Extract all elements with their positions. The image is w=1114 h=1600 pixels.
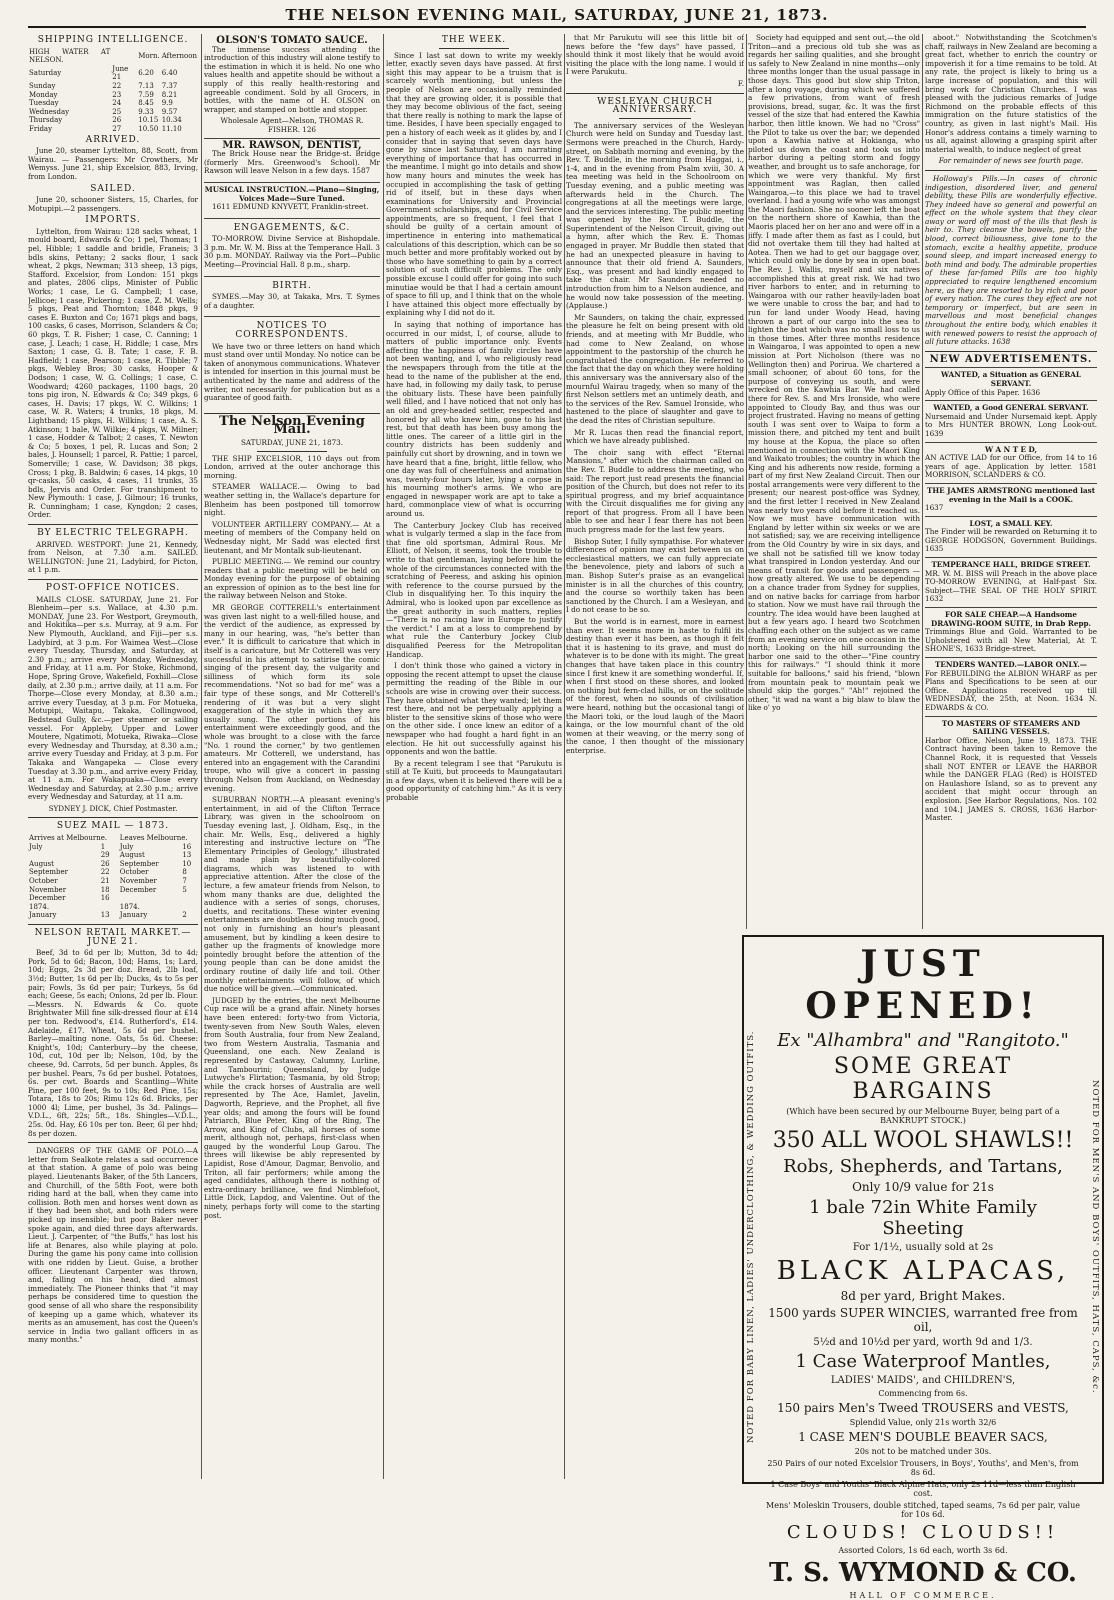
column-the-week	[386, 34, 562, 1479]
column-shipping	[28, 34, 198, 1479]
suez-header-cell: Leaves Melbourne.	[119, 834, 188, 843]
tide-cell: Sunday	[29, 81, 56, 90]
tide-cell: 26	[112, 116, 122, 125]
polo-article: DANGERS OF THE GAME OF POLO.—A letter from Sealkote relates a sad occurrence at that station. A game of polo was being played. Lieutenants Baker, of the 5th Lancers, and Churchill, of the 58th Foot, were both riding hard at the ball, when they came into collision. Both men and horses went down as if they had been shot, and both riders were picked up insensible; but poor Baker never spoke again, and died three days afterwards. Lieut. J. Carpenter, of "the Buffs," has lost his life at Benares, also while playing at polo. During the game his pony came into collision with one ridden by Lieut. Guise, a brother officer. Lieutenant Carpenter was thrown, and, falling on his head, died almost immediately. The Pioneer thinks that "it may perhaps be considered time to question the good sense of all who share the responsibility of keeping up a game which, whatever its merits as an amusement, has cost the Queen's service in India two gallant officers in as many months."	[28, 1146, 198, 1345]
tide-header-cell: HIGH WATER AT NELSON.	[29, 47, 111, 65]
side-text-left: NOTED FOR BABY LINEN, LADIES' UNDERCLOTHING, & WEDDING OUTFITS.	[746, 1030, 756, 1444]
ad-line: 1 Case Boys' and Youths' Black Alpine Hats, only 2s 11d—less than English cost.	[770, 1480, 1076, 1498]
wesleyan-paragraph: Mr Saunders, on taking the chair, expressed the pleasure he felt on being present with old friends, and at meeting with Mr Buddle, who had come to New Zealand, on whose appointment to the pastorship of the church he congratulated the congregation. He referred to the fact that the day on which they were holding this anniversary was the anniversary also of the mournful Wairau tragedy, when so many of the first Nelson settlers met an untimely death, and to the services of the Rev. Samuel Ironside, who hastened to the place of slaughter and gave to the dead the rites of Christian sepulture.	[566, 312, 744, 425]
column-wesleyan-cont	[748, 34, 920, 929]
tide-header-row	[28, 48, 198, 65]
ad-line: 8d per yard, Bright Makes.	[840, 1289, 1006, 1303]
news-paragraph: JUDGED by the entries, the next Melbourne Cup race will be a grand affair. Ninety horses have been entered: forty-two from Victoria, twenty-seven from New South Wales, eleven from South Australia, four from New Zealand, two from Western Australia, Tasmania and Queensland, one each. New Zealand is represented by Castaway, Calumny, Lurline, and Tambourini; Queensland, by Judge Lutwyche's Flirtation; Tasmania, by old Strop; while the crack horses of Australia are well represented by The Ace, Hamlet, Javelin, Dagworth, Reprieve, and the Prophet, all five year olds; and among the fours will be found Patriarch, Blue Peter, King of the Ring, The Arrow, and King of Clubs, all horses of some merit, although not, perhaps, first-class when gauged by the wonderful Loup Garou. The threes will likewise be ably represented by Lapidist, Rose d'Amour, Dagmar, Benvolio, and Triton, all fair performers; while among the aged candidates, although there is nothing of extra-ordinary brilliance, we find Nimblefoot, Little Dick, Lapdog, and Valentine. Out of the ninety, perhaps forty will come to the starting post.	[204, 995, 380, 1220]
ad-line: 1 CASE MEN'S DOUBLE BEAVER SACS,	[798, 1430, 1048, 1444]
column-rule	[922, 34, 923, 929]
imports-heading: IMPORTS.	[85, 215, 141, 226]
tide-cell: 9.57	[161, 107, 178, 116]
music-ad	[204, 182, 380, 218]
shipping-heading: SHIPPING INTELLIGENCE.	[37, 35, 189, 45]
tide-row	[28, 65, 198, 82]
suez-cell: 8	[182, 868, 187, 877]
classified-ad	[925, 657, 1097, 716]
ad-line: CLOUDS! CLOUDS!!	[786, 1522, 1060, 1543]
suez-cell: 26	[100, 859, 110, 868]
wesleyan-paragraph: Bishop Suter, I fully sympathise. For whatever differences of opinion may exist between us on ecclesiastical matters, we can fully appreciate the benevolence, piety and labors of such a man. Bishop Suter's praise as an evangelical minister is in all the churches of this country, and the course so worthily taken has been sanctioned by the Church. I am a Wesleyan, and I do not cease to be so.	[566, 536, 744, 615]
classified-ad	[925, 607, 1097, 657]
suez-cell	[28, 851, 100, 860]
suez-cell: 2	[182, 911, 187, 920]
ads-list	[925, 367, 1097, 825]
tide-row	[28, 91, 198, 100]
wesleyan-paragraph: The anniversary services of the Wesleyan Church were held on Sunday and Tuesday last. Sermons were preached in the Church, Hardy-street, on Sabbath morning and evening, by the Rev. T. Buddle, in the morning from Haggai, i., 1-4, and in the evening from Psalm xviii, 30. A tea meeting was held in the Schoolroom on Tuesday evening, and a public meeting was afterwards held in the Church. The congregations at all the meetings were large, and the services interesting. The public meeting was opened by the Rev. T. Buddle, the Superintendent of the Nelson Circuit, giving out a hymn, after which the Rev. E. Thomas engaged in prayer. Mr Buddle then stated that he had an unexpected pleasure in having to announce that their old friend A. Saunders, Esq., was present and had kindly engaged to take the chair. Mr Saunders needed no introduction from him to a Nelson audience, and he would now take possession of the meeting. (Applause.)	[566, 120, 744, 311]
tide-cell: 8.21	[161, 90, 178, 99]
classified-ad-title: FOR SALE CHEAP.—A Handsome DRAWING-ROOM SUITE, in Drab Repp.	[930, 610, 1092, 628]
birth-heading: BIRTH.	[272, 280, 312, 291]
suez-row	[28, 903, 198, 912]
classified-ad-body: Nursemaid and Under Nursemaid kept. Apply to Mrs HUNTER BROWN, Long Look-out. 1639	[925, 411, 1097, 438]
classified-ad-body: The Finder will be rewarded on Returning it to GEORGE HODGSON, Government Buildings. 1635	[925, 527, 1097, 554]
week-paragraph: In saying that nothing of importance has occurred in our midst, I, of course, allude to matters of public importance only. Events affecting the happiness of family circles have not been wanting, and I, who religiously read the newspapers through from the title at the head to the name of the publisher at the end, have had, in following my daily task, to peruse the obituary lists. These have been painfully well filled, and I have noticed that not only has an old and grey-headed settler, respected and honored by all who knew him, gone to his last rest, but that death has been busy among the little ones. The career of a little girl in the country districts has been suddenly and painfully cut short by drowning, and in town we have heard that a fine, bright, little fellow, who one day was full of cheerfulness and animation was, twenty-four hours later, lying a corpse in his mourning mother's arms. We who are engaged in newspaper work are apt to take a hard, commonplace view of what is occurring around us.	[386, 320, 562, 519]
classified-ad-title: WANTED, a Situation as GENERAL SERVANT.	[941, 370, 1081, 388]
news-paragraph: PUBLIC MEETING.— We remind our country readers that a public meeting will be held on Monday evening for the purpose of obtaining an expression of opinion as to the best line for the railway between Nelson and Stoke.	[204, 557, 380, 601]
tide-row	[28, 82, 198, 91]
suez-cell: 13	[182, 851, 192, 860]
wesleyan-heading: WESLEYAN CHURCH ANNIVERSARY.	[597, 96, 713, 116]
ad-line: 1 Case Waterproof Mantles,	[795, 1351, 1051, 1372]
classified-ad	[925, 557, 1097, 607]
suez-cell: 18	[100, 885, 110, 894]
ad-line: 350 ALL WOOL SHAWLS!!	[772, 1128, 1074, 1153]
tide-cell: 24	[112, 99, 122, 108]
suez-cell: January	[29, 911, 57, 920]
olson-ad	[204, 34, 380, 138]
continued-note: For remainder of news see fourth page.	[938, 156, 1084, 166]
ad-line: SOME GREAT BARGAINS	[833, 1054, 1013, 1104]
birth-notice	[204, 276, 380, 317]
suez-cell: October	[29, 877, 58, 886]
classified-ad-body: 1637	[925, 503, 944, 513]
suez-cell	[100, 903, 119, 912]
birth-text: SYMES.—May 30, at Takaka, Mrs. T. Symes of a daughter.	[204, 292, 380, 310]
suez-cell: 1874.	[29, 902, 50, 911]
wesleyan-continuation-end: aboot." Notwithstanding the Scotchmen's chaff, railways in New Zealand are becoming a great fact, whether to enrich the country or impoverish it for a time remains to be told. At any rate, the project is likely to bring us a large increase of population, and this will bring work for Christian Churches. I was pleased with the judicious remarks of Judge Richmond on the probable effects of this immigration on the future statistics of the country, as given in last night's Mail. His Honor's address contains a timely warning to us all, against allowing a grasping spirit after material wealth, to induce neglect of great	[925, 34, 1097, 154]
suez-row	[28, 911, 198, 920]
column-rule	[383, 34, 384, 1479]
column-rule	[746, 34, 747, 929]
ad-line: 1 bale 72in White Family Sheeting	[809, 1197, 1037, 1239]
classified-ad-body: For REBUILDING the ALBION WHARF as per Plans and Specifications to be seen at our Office. Applications received up till WEDNESDAY, the 25th, at Noon. 1634 N. EDWARDS & CO.	[925, 668, 1097, 712]
week-paragraph: I don't think those who gained a victory in opposing the recent attempt to upset the clause permitting the reading of the Bible in our schools are wise in crowing over their success. They have obtained what they wanted; let them rest there, and not be perpetually applying a blister to the sensitive skins of those who were on the other side. I once knew an editor of a newspaper who had fought a hard fight in an election. He hit out successfully against his opponents and won the battle.	[386, 661, 562, 757]
classified-ad-body: Harbor Office, Nelson, June 19, 1873. THE Contract having been taken to Remove the Channel Rock, it is requested that Vessels shall NOT ENTER or LEAVE the HARBOR while the DANGER FLAG (Red) is HOISTED on Haulashore Island, so as to prevent any accident that might occur through an explosion. [See Harbor Regulations, Nos. 102 and 104.] JAMES S. CROSS, 1636 Harbor-Master.	[925, 735, 1097, 823]
tide-cell: 10.50	[138, 124, 159, 133]
tide-cell: Friday	[29, 124, 53, 133]
ad-line: 20s not to be matched under 30s.	[854, 1447, 992, 1456]
suez-cell: 22	[100, 868, 110, 877]
tide-row	[28, 116, 198, 125]
tide-cell: 7.37	[161, 81, 178, 90]
classified-ad-body: MR. W. M. BISS will Preach in the above place TO-MORROW EVENING, at Half-past Six. Subject—THE SEAL OF THE HOLY SPIRIT. 1632	[925, 568, 1097, 604]
suez-cell: 13	[100, 911, 110, 920]
tide-cell: Tuesday	[29, 99, 59, 108]
suez-row	[28, 860, 198, 869]
tide-row	[28, 108, 198, 117]
ad-line: 5½d and 10½d per yard, worth 9d and 1/3.	[813, 1337, 1033, 1348]
tide-cell: Wednesday	[29, 107, 70, 116]
tide-cell: Monday	[29, 90, 58, 99]
classified-ad-title: WANTED, a Good GENERAL SERVANT.	[933, 403, 1089, 413]
masthead: THE NELSON EVENING MAIL, SATURDAY, JUNE 21, 1873.	[28, 6, 1086, 28]
ad-firm-address: HALL OF COMMERCE.	[849, 1591, 997, 1600]
tide-row	[28, 99, 198, 108]
week-heading: THE WEEK.	[441, 35, 507, 45]
classified-ad-title: TO MASTERS OF STEAMERS AND SAILING VESSELS.	[941, 718, 1081, 737]
classified-ad	[925, 483, 1097, 516]
classified-ad-body: Apply Office of this Paper. 1636	[925, 387, 1041, 397]
ad-line: 1500 yards SUPER WINCIES, warranted free from oil,	[768, 1306, 1078, 1334]
postoffice-text: MAILS CLOSE. SATURDAY, June 21. For Blenheim—per s.s. Wallace, at 4.30 p.m. MONDAY, June 23. For Westport, Greymouth, and Hokitika—per s.s. Murray, at 9 a.m. For New Plymouth, Auckland, and Fiji—per s.s. Ladybird, at 3 p.m. For Waimea West—Close every Tuesday, Thursday, and Saturday, at 2.30 p.m.; arrive every Monday, Wednesday, and Friday, at 11 a.m. For Stoke, Richmond, Hope, Spring Grove, Wakefield, Foxhill—Close daily, at 2.30 p.m.; arrive daily, at 11 a.m. For Thorpe—Close every Monday, at 8.30 a.m.; arrive every Tuesday, at 3 p.m. For Motueka, Motupipi, Waitapu, Takaka, Collingwood, Bedstead Gully, &c.—per steamer or sailing vessel. For Appleby, Upper and Lower Moutere, Ngatimoti, Motueka, Riwaka—Close every Wednesday and Thursday, at 8.30 a.m.; arrive every Tuesday and Friday, at 3 p.m. For Takaka and Wangapeka — Close every Tuesday at 3.30 p.m., and arrive every Friday, at 11 a.m. For Wakapuaka—Close every Wednesday and Saturday, at 2.30 p.m.; arrive every Wednesday and Saturday, at 11 a.m.	[28, 594, 198, 802]
suez-row	[28, 843, 198, 852]
rawson-text: The Brick House near the Bridge-st. Bridge (formerly Mrs. Greenwood's School). Mr Rawson will leave Nelson in a few days. 1587	[204, 149, 380, 176]
engagements-heading: ENGAGEMENTS, &C.	[233, 222, 351, 233]
suez-cell: 16	[182, 842, 192, 851]
classified-ad-title: TENDERS WANTED.—LABOR ONLY.—	[935, 660, 1087, 669]
classified-ad-body: AN ACTIVE LAD for our Office, from 14 to 16 years of age. Application by letter. 1581 MORRISON, SCLANDERS & CO.	[925, 453, 1097, 480]
olson-title: OLSON'S TOMATO SAUCE.	[216, 35, 368, 46]
suez-cell: December	[29, 894, 66, 903]
suez-table	[28, 834, 198, 920]
ad-line: 250 Pairs of our noted Excelsior Trousers, in Boys', Youths', and Men's, from 8s 6d.	[767, 1459, 1079, 1477]
ad-line: BLACK ALPACAS,	[776, 1256, 1070, 1286]
suez-cell	[119, 894, 182, 903]
telegraph-heading: BY ELECTRIC TELEGRAPH.	[37, 528, 189, 539]
postoffice-heading: POST-OFFICE NOTICES.	[45, 583, 181, 594]
classified-ad	[925, 716, 1097, 826]
notices-heading: NOTICES TO CORRESPONDENTS.	[235, 321, 349, 341]
arrived-heading: ARRIVED.	[85, 134, 141, 145]
classified-ad-title: THE JAMES ARMSTRONG mentioned last evening in the Mail is a COOK.	[926, 485, 1096, 504]
column-new-ads	[925, 34, 1097, 929]
classified-ad-body: Trimmings Blue and Gold. Warranted to be Upholstered with all New Material, At T. SHONE'S, 1633 Bridge-street.	[925, 627, 1097, 654]
suez-cell: July	[29, 842, 43, 851]
classified-ad-title: W A N T E D,	[984, 444, 1038, 454]
wesleyan-paragraph: But the world is in earnest, more in earnest than ever. It seems more in haste to fulfil its destiny than ever it has been, as though it felt that it is hastening to its grave, and must do whatever is to be done with its might. The great changes that have taken place in this country since I first knew it are something wonderful. If, when I first stood on these shores, and looked on nothing but fern-clad hills, or on the solitude of the forest, when no sounds of civilisation were heard, nothing but the occasional tangi of the Maori toki, or the loud laugh of the Maori kainga, or the low mournful chant of the old women at their weaving, or the merry song of the canoe, I then thought of the missionary enterprise.	[566, 617, 744, 755]
suez-row	[28, 868, 198, 877]
olson-text: The immense success attending the introduction of this industry will alone testify to the estimation in which it is held. No one who values health and appetite should be without a supply of this really health-restoring and agreeable condiment. Sold by all Grocers, in bottles, with the name of H. OLSON on wrapper, and stamped on bottle and stopper.	[204, 44, 380, 114]
rawson-title: MR. RAWSON, DENTIST,	[222, 139, 362, 151]
imports-text: Lyttelton, from Wairau: 128 sacks wheat, 1 mould board, Edwards & Co; 1 pel, Thomas; 1 pel, Hibble; 1 saddle and bridle, Franeis; 3 bdls skins, Pettany; 2 sacks flour, 1 sack wheat, 2 pkgs, Newman; 313 sheep, 13 pigs, Stafford. Excelsior, from London: 151 pkgs and plates, 2806 clips, Minister of Public Works; 1 case, Le G. Campbell; 1 case, Jellicoe; 1 case, Pickering; 1 case, Z. M. Wells; 5 pkgs, Peat and Thornton; 1848 pkgs, 9 cases E. Buxton and Co; 1671 pkgs and bags, 100 casks, 6 cases, Morrison, Sclanders & Co; 60 pkgs, T. R. Fisher; 1 case, C. Canning; 1 case, J. Leach; 1 case, H. Riddle; 1 case, Mrs Saxton; 1 case, G. B. Tate; 1 case, F. B. Hadfield; 1 case, Pearson; 1 case, R. Tibble; 7 pkgs, Webley Bros; 30 casks, Hooper & Dodson; 1 case, W. G. Collings; 1 case, C. Woodward; 4260 packages, 1100 bags, 20 tons pig iron, N. Edwards & Co; 349 pkgs, 6 cases, H. Davis; 17 pkgs, W. C. Wilkins; 1 case, W. R. Waters; 4 trunks, 18 pkgs, M. Lightband; 15 pkgs, H. Wilkins; 1 case, A. S. Atkinson; 1 bale, W. Wilkie; 4 pkgs, W. Milner; 1 case, Hodder & Talbot; 2 cases, T. Newton & Co; 5 boxes, 1 pel, R. Lucas and Son; 2 bales, J. Hounsell; 1 parcel, R. Pattie; 1 parcel, Somerville; 1 case, W. Davidson; 38 pkgs, Cross; 1 pkg, B. Baldwin; 6 cases, 14 pkgs, 10 qr-casks, 50 casks, 4 cases, 11 trunks, 35 bdls, Jervis and Order. For transhipment to New Plymouth: 1 case, J. Gilmour; 16 trunks, R. Cunningham; 1 case, Kyngdon; 2 cases, Order.	[28, 226, 198, 520]
engagements	[204, 218, 380, 276]
column-wesleyan	[566, 34, 744, 1479]
ad-line: 150 pairs Men's Tweed TROUSERS and VESTS,	[777, 1401, 1069, 1415]
tide-cell: 6.20	[138, 69, 154, 78]
suez-heading: SUEZ MAIL — 1873.	[56, 821, 170, 832]
tide-cell: 10.15	[138, 116, 159, 125]
column-rule	[564, 34, 565, 1479]
tide-header-cell: Afternoon	[161, 51, 197, 60]
suez-row	[28, 851, 198, 860]
tide-cell: 11.10	[161, 124, 182, 133]
news-paragraph: THE SHIP EXCELSIOR, 110 days out from London, arrived at the outer anchorage this morning.	[204, 453, 380, 480]
market-heading: NELSON RETAIL MARKET.—JUNE 21.	[34, 928, 192, 947]
tide-header-cell: Morn.	[138, 51, 160, 60]
suez-row	[28, 877, 198, 886]
music-text: 1611 EDMUND KNYVETT, Franklin-street.	[212, 202, 369, 212]
suez-cell: 1874.	[119, 902, 140, 911]
new-ads-heading: NEW ADVERTISEMENTS.	[929, 353, 1093, 365]
news-paragraph: MR GEORGE COTTERELL's entertainment was given last night to a well-filled house, and the verdict of the audience, as expressed by many in our hearing, was, "he's better than ever." It is difficult to caricature that which in itself is a caricature, but Mr Cotterell was very successful in his attempt to satirise the comic singing of the present day, the vulgarity and silliness of which form its sole recommendations. "Not so bad for me" was a fair type of these songs, and Mr Cotterell's rendering of it was but a very slight exaggeration of the style in which they are usually sung. The other portions of his entertainment were exceedingly good, and the whole was brought to a close with the farce "No. 1 round the corner," by two gentlemen amateurs. Mr Cotterell, we understand, has entered into an engagement with the Carandini troupe, who will give a concert in passing through Nelson from Auckland, on Wednesday evening.	[204, 603, 380, 793]
ad-line: (Which have been secured by our Melbourne Buyer, being part of a BANKRUPT STOCK.)	[786, 1107, 1060, 1125]
tide-cell: Thursday	[29, 116, 63, 125]
ad-line: Commencing from 6s.	[878, 1389, 968, 1398]
olson-agent: Wholesale Agent—Nelson, THOMAS R. FISHER. 126	[220, 116, 364, 134]
suez-cell: September	[119, 859, 159, 868]
news-paragraph: STEAMER WALLACE.— Owing to bad weather setting in, the Wallace's departure for Blenheim has been postponed till tomorrow night.	[204, 482, 380, 518]
ad-firm-name: T. S. WYMOND & CO.	[768, 1558, 1077, 1588]
ad-line: Assorted Colors, 1s 6d each, worth 3s 6d.	[838, 1546, 1008, 1555]
wesleyan-continuation: Society had equipped and sent out,—the old Triton—and a precious old tub she was as regards her sailing qualities, and she brought us safely to New Zealand in nine months—only three months longer than the usual passage in those days. This good but slow ship Triton, after a long voyage, during which we suffered a few privations, from want of fresh provisions, bread, sugar, &c. It was the first vessel of the size that had entered the Kawhia harbor, then little known. We had no "Cross" the Pilot to take us over the bar; we depended upon a Kawhia native at Hokianga, who piloted us down the coast and took us into harbor during a pelting storm and foggy weather, and brought us to safe anchorage, for which we were very thankful. My first appointment was Raglan, then called Waingaroa,—to this place we had to travel overland. I had a young wife who was amongst the Maori fashion. She no sooner left the boat on the northern shore of Kawhia, than the Maoris placed her on her ano and were off in a jiffy. I made after them as fast as I could, but did not overtake them till they had halted at Aotea. Then we had to get our baggage over, which could only be done by sea in open boat. The Rev. J. Wallis, myself and six natives accomplished this at great risk. We had two river harbors to enter, and in returning to Waingaroa with our rather heavily-laden boat we were unable to cross the bar, and had to run for land under Woody Head, having thrown a part of our cargo into the sea to lighten the boat which was no small loss to us in those times. After three months residence in Waingaroa, I was appointed to open a new mission at Port Nicholson (there was no Wellington then) and Porirua. We chartered a small schooner, of about 60 tons, for the purpose of conveying us south, and were wrecked on the Kawhia Bar. We had called there for Rev. S. and Mrs Ironside, who were appointed to Cloudy Bay, and thus was our project frustrated. Having no means of getting south I was sent over to Waipa to form a mission there, and pitched my tent and built my house at the Kopua, the place so often mentioned in connection with the Maori King and Waikato troubles; the country in which the King and his adherents now reside, forming a part of my first New Zealand Circuit. Then our postal arrangements were very different to the present; our nearest post-office was Sydney, and the first letter I received in New Zealand was nearly two years old before it reached us. Now we must have communication with England by letter within six weeks or we are not satisfied; say, we are receiving intelligence from the Old Country by wire in six days, and we shall not be satisfied till we know today what transpired in London yesterday. And our means of transit for goods and passengers — how greatly altered. We use to be depending on a chance trader from Sydney for supplies, and on native backs for carriage from harbor to station. Now we must have rail through the country. The idea would have been laughed at but a few years ago. I heard two Scotchmen chaffing each other on the subject as we came from an evening service on one occasion in the north; Looking on the hill surrounding the harbor one said to the other—"Fine country this for railways." "I should think it more suitable for balloons," said his friend, "blown from mountain peak to mountain peak we should skip the gorges." "Ah!" rejoined the other, "it wad na want a big blaw to blaw the like o' yo	[748, 34, 920, 713]
wesleyan-paragraph: Mr R. Lucas then read the financial report, which we have already published.	[566, 427, 744, 446]
suez-cell: January	[119, 911, 148, 920]
suez-cell	[181, 903, 198, 912]
market-text: Beef, 3d to 6d per lb; Mutton, 3d to 4d; Pork, 5d to 6d; Bacon, 10d; Hams, 1s; Lard, 10d; Eggs, 2s 3d per doz. Bread, 2lb loaf, 3½d; Butter, 1s 6d per lb; Ducks, 4s to 5s per pair; Fowls, 3s 6d per pair; Turkeys, 5s 6d each; Geese, 5s each; Onions, 2d per lb. Flour.—Messrs. N. Edwards & Co. quote Brightwater Mill fine silk-dressed flour at £14 per ton. Redwood's, £14. Rutherford's, £14. Adelaide, £17. Wheat, 5s 6d per bushel. Barley—malting none. Oats, 5s 6d. Cheese: Knight's, 10d; Canterbury—by the cheese, 10d, cut, 10d per lb; Nelson, 10d, by the cheese, 9d. Carrots, 5d per bunch. Apples, 8s per bushel. Pears, 7s 6d per bushel. Potatoes, 6s. per cwt. Boards and Scantling—White Pine, per 100 feet, 9s to 10s; Red Pine, 15s; Totara, 18s to 20s; Rimu 12s 6d. Bricks, per 1000 4l; Lime, per bushel, 3s 3d. Palings—V.D.L., 6ft, 22s; 5ft., 18s. Shingles—V.D.L., 25s. 0d. Hay, £6 10s per ton. Beer, 6l per hhd; 8s per dozen.	[28, 948, 198, 1138]
engagements-text: TO-MORROW. Divine Service at Bishopdale. 3 p.m. Mr. W. M. Biss at the Temperance Hall. 3 30 p.m. MONDAY. Railway via the Port—Public Meeting—Provincial Hall. 8 p.m., sharp.	[204, 234, 380, 270]
tide-cell: 23	[112, 90, 122, 99]
classified-ad	[925, 516, 1097, 557]
classified-ad-title: LOST, a SMALL KEY.	[969, 518, 1053, 528]
notices-text: We have two or three letters on hand which must stand over until Monday. No notice can be taken of anonymous communications. Whatever is intended for insertion in this journal must be authenticated by the name and address of the writer, not necessarily for publication but as a guarantee of good faith.	[204, 341, 380, 403]
tide-cell: 27	[112, 124, 122, 133]
ad-line: For 1/1½, usually sold at 2s	[852, 1242, 994, 1253]
wesleyan-paragraph: The choir sang with effect "Eternal Mansions," after which the chairman called on the Rev. T. Buddle to address the meeting, who said: The report just read presents the financial position of the Church, but does not refer to its spiritual progress, and my brief acquaintance with the Circuit disqualifies me for giving any report of that progress. From all I have been able to see and hear I fear there has not been much progress made for the last few years.	[566, 447, 744, 535]
news-paragraph: SUBURBAN NORTH.—A pleasant evening's entertainment, in aid of the Clifton Terrace Library, was given in the schoolroom on Tuesday evening last, J. Oldham, Esq., in the chair. Mr. Wells, Esq., delivered a highly interesting and instructive lecture on "The Elementary Principles of Geology," illustrated and made plain by beautifully-colored diagrams, which was listened to with appreciative attention. After the close of the lecture, a few amateur friends from Nelson, to whom many thanks are due, delighted the audience with a series of songs, choruses, duetts, and recitations. These winter evening entertainments are doubtless doing much good, not only in furnishing an hour's pleasant amusement, but by kindling a keen desire to gather up the fragments of knowledge more pointedly brought before the attention of the young people than can be done amidst the ordinary routine of daily life and toil. Other monthly entertainments will follow, of which due notice will be given.—Communicated.	[204, 795, 380, 994]
suez-cell: 29	[100, 851, 110, 860]
suez-row	[28, 886, 198, 895]
holloway-ad: Holloway's Pills.—In cases of chronic indigestion, disordered liver, and general debility, these Pills are wonderfully effective. They indeed have so general and powerful an effect on the whole system that they clear away or ward off most of the ills that flesh is heir to. They cleanse the bowels, purify the blood, correct biliousness, give tone to the stomach, excite a healthy appetite, produce sound sleep, and impart increased energy to both mind and body. The admirable properties of these far-famed Pills are too highly appreciated to require lengthened encomium here, as they are resorted to by rich and poor of every nation. The cures they effect are not temporary or imperfect, but are seen in marvellous and most beneficial changes throughout the entire body, which enables it with renewed powers to resist the approach of all future attacks. 1638	[925, 173, 1097, 347]
tide-table	[28, 48, 198, 134]
correspondents-notice	[204, 316, 380, 408]
suez-cell	[181, 894, 198, 903]
wymond-advertisement	[742, 935, 1104, 1600]
music-title: MUSICAL INSTRUCTION.—Piano—Singing, Voices Made—Sure Tuned.	[204, 184, 380, 203]
suez-cell: 5	[182, 885, 187, 894]
postmaster-signature: SYDNEY J. DICK, Chief Postmaster.	[48, 803, 178, 813]
suez-cell: October	[119, 868, 149, 877]
paper-date: SATURDAY, JUNE 21, 1873.	[240, 437, 344, 447]
tide-cell: 10.34	[161, 116, 182, 125]
week-paragraph: By a recent telegram I see that "Parukutu is still at Te Kuiti, but proceeds to Maungatautari in a few days, when it is believed there will be a good opportunity of catching him." As it is very probable	[386, 758, 562, 803]
suez-cell: 21	[100, 877, 110, 886]
sailed-heading: SAILED.	[90, 183, 136, 194]
tide-cell: 8.45	[138, 99, 154, 108]
ad-line: LADIES' MAIDS', and CHILDREN'S,	[830, 1375, 1016, 1386]
tide-cell: 7.59	[138, 90, 154, 99]
week-paragraph: Since I last sat down to write my weekly letter, exactly seven days have passed. At first sight this may appear to be a truism that is scarcely worth mentioning, but unless the people of Nelson are occasionally reminded that they are growing older, it is possible that they may become oblivious of the fact, seeing that there really is nothing to mark the lapse of time. Besides, I have been specially engaged to pen a history of each week as it glides by, and I consider that in saying that seven days have gone by since last Saturday, I am narrating everything of importance that has occurred in the meantime. I might go into details and show how many hours and minutes the week has occupied in accomplishing the task of getting rid of itself, but in these days when examinations for University and Provincial Government scholarships, and for Civil Service appointments, are so frequent, I feel that I should be guilty of a certain amount of impertinence in entering into mathematical calculations of this description, which can be so much better and more profitably worked out by those who have something to gain by a correct solution of such difficult problems. The only possible excuse I could offer for going into such minutiae would be that I had a certain amount of space to fill up, and I think that on the whole I have attained this object more effectually by explaining why I did not do it.	[386, 50, 562, 318]
ad-line: Robs, Shepherds, and Tartans,	[783, 1156, 1063, 1177]
tide-cell: 9.33	[138, 107, 154, 116]
news-paragraph: VOLUNTEER ARTILLERY COMPANY.— At a meeting of members of the Company held on Wednesday night, Mr Sadd was elected first lieutenant, and Mr Montalk sub-lieutenant.	[204, 519, 380, 555]
ad-line: Splendid Value, only 21s worth 32/6	[849, 1418, 997, 1427]
ad-line: Ex "Alhambra" and "Rangitoto."	[777, 1030, 1069, 1051]
telegraph-text: ARRIVED. WESTPORT: June 21, Kennedy, from Nelson, at 7.30 a.m. SAILED. WELLINGTON: June 21, Ladybird, for Picton, at 1 p.m.	[28, 539, 198, 575]
tide-cell: 9.9	[161, 99, 173, 108]
sailed-text: June 20, schooner Sisters, 15, Charles, for Motupipi.—2 passengers.	[28, 195, 198, 213]
tide-cell: 22	[112, 81, 122, 90]
column-rule	[201, 34, 202, 1479]
tide-cell: 25	[112, 107, 122, 116]
suez-cell: December	[119, 885, 157, 894]
classified-ad-title: TEMPERANCE HALL, BRIDGE STREET.	[931, 560, 1091, 570]
arrived-text: June 20, steamer Lyttelton, 88, Scott, from Wairau. — Passengers: Mr Crowthers, Mr Wemyss. June 21, ship Excelsior, 883, Irving, from London.	[28, 146, 198, 181]
suez-cell: 7	[182, 877, 187, 886]
classified-ad	[925, 442, 1097, 483]
tide-cell: 6.40	[161, 69, 178, 78]
classified-ad	[925, 400, 1097, 441]
rawson-ad	[204, 138, 380, 182]
ad-line: Only 10/9 value for 21s	[852, 1180, 994, 1194]
suez-row	[28, 894, 198, 903]
ad-line: Mens' Moleskin Trousers, double stitched, taped seams, 7s 6d per pair, value for 10s 6d.	[766, 1501, 1080, 1519]
suez-cell: August	[119, 851, 145, 860]
suez-cell: 16	[100, 894, 110, 903]
tide-cell: Saturday	[29, 69, 62, 78]
ad-title: JUST OPENED!	[805, 943, 1041, 1027]
tide-row	[28, 125, 198, 134]
suez-header-cell: Arrives at Melbourne.	[29, 834, 108, 843]
week-signature: F.	[737, 78, 744, 88]
suez-cell: August	[29, 859, 54, 868]
column-ads-news	[204, 34, 380, 1479]
suez-cell: 1	[100, 842, 106, 851]
tide-cell: June 21	[112, 64, 129, 82]
suez-cell: 10	[182, 859, 192, 868]
suez-cell: November	[119, 877, 157, 886]
suez-cell: July	[119, 842, 134, 851]
classified-ad	[925, 367, 1097, 400]
suez-cell: September	[29, 868, 68, 877]
side-text-right: NOTED FOR MEN'S AND BOYS' OUTFITS, HATS, CAPS, &c.	[1090, 1080, 1100, 1394]
suez-cell: November	[29, 885, 67, 894]
week-paragraph: The Canterbury Jockey Club has received what is vulgarly termed a slap in the face from that fine old sportsman, Admiral Rous. Mr Elliott, of Nelson, it seems, took the trouble to write to that gentleman, laying before him the whole of the circumstances connected with the scratching of Peeress, and asking his opinion with reference to the course pursued by the Club in disqualifying her. To this inquiry the Admiral, who is looked upon par excellence as the great authority in such matters, replies—"There is no racing law in Europe to justify the verdict." I am at a loss to comprehend by what rule the Canterbury Jockey Club disqualified Peeress for the Metropolitan Handicap.	[386, 520, 562, 659]
tide-cell: 7.13	[138, 81, 154, 90]
week-continuation: that Mr Parukutu will see this little bit of news before the "few days" have passed, I should think it most likely that he would avoid visiting the place with the long name. I would if I were Parukutu.	[566, 34, 744, 77]
paper-title: The Nelson Evening Mail.	[219, 413, 365, 438]
